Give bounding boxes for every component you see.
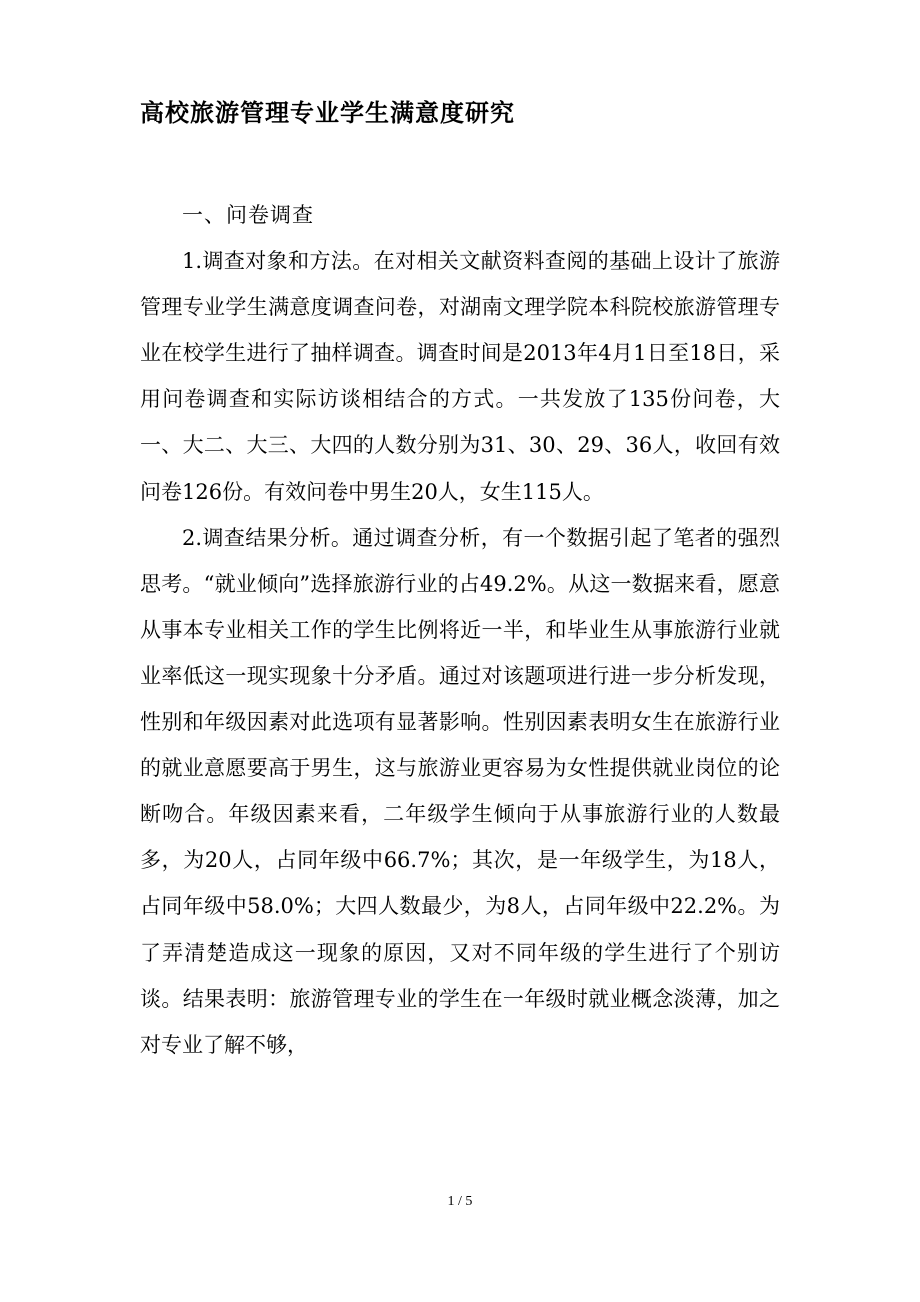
document-body <box>140 192 780 1068</box>
page-number: 1 / 5 <box>447 1194 473 1209</box>
paragraph-survey-method: 1.调查对象和方法。在对相关文献资料查阅的基础上设计了旅游管理专业学生满意度调查问卷，对湖南文理学院本科院校旅游管理专业在校学生进行了抽样调查。调查时间是2013年4月1日至18日，采用问卷调查和实际访谈相结合的方式。一共发放了135份问卷，大一、大二、大三、大四的人数分别为31、30、29、36人，收回有效问卷126份。有效问卷中男生20人，女生115人。 <box>140 249 780 504</box>
section-heading: 一、问卷调查 <box>182 203 314 227</box>
document-title: 高校旅游管理专业学生满意度研究 <box>140 98 515 127</box>
paragraph-result-analysis: 2.调查结果分析。通过调查分析，有一个数据引起了笔者的强烈思考。“就业倾向”选择旅游行业的占49.2%。从这一数据来看，愿意从事本专业相关工作的学生比例将近一半，和毕业生从事旅游行业就业率低这一现实现象十分矛盾。通过对该题项进行进一步分析发现，性别和年级因素对此选项有显著影响。性别因素表明女生在旅游行业的就业意愿要高于男生，这与旅游业更容易为女性提供就业岗位的论断吻合。年级因素来看，二年级学生倾向于从事旅游行业的人数最多，为20人，占同年级中66.7%；其次，是一年级学生，为18人，占同年级中58.0%；大四人数最少，为8人，占同年级中22.2%。为了弄清楚造成这一现象的原因，又对不同年级的学生进行了个别访谈。结果表明：旅游管理专业的学生在一年级时就业概念淡薄，加之对专业了解不够， <box>140 525 780 1057</box>
